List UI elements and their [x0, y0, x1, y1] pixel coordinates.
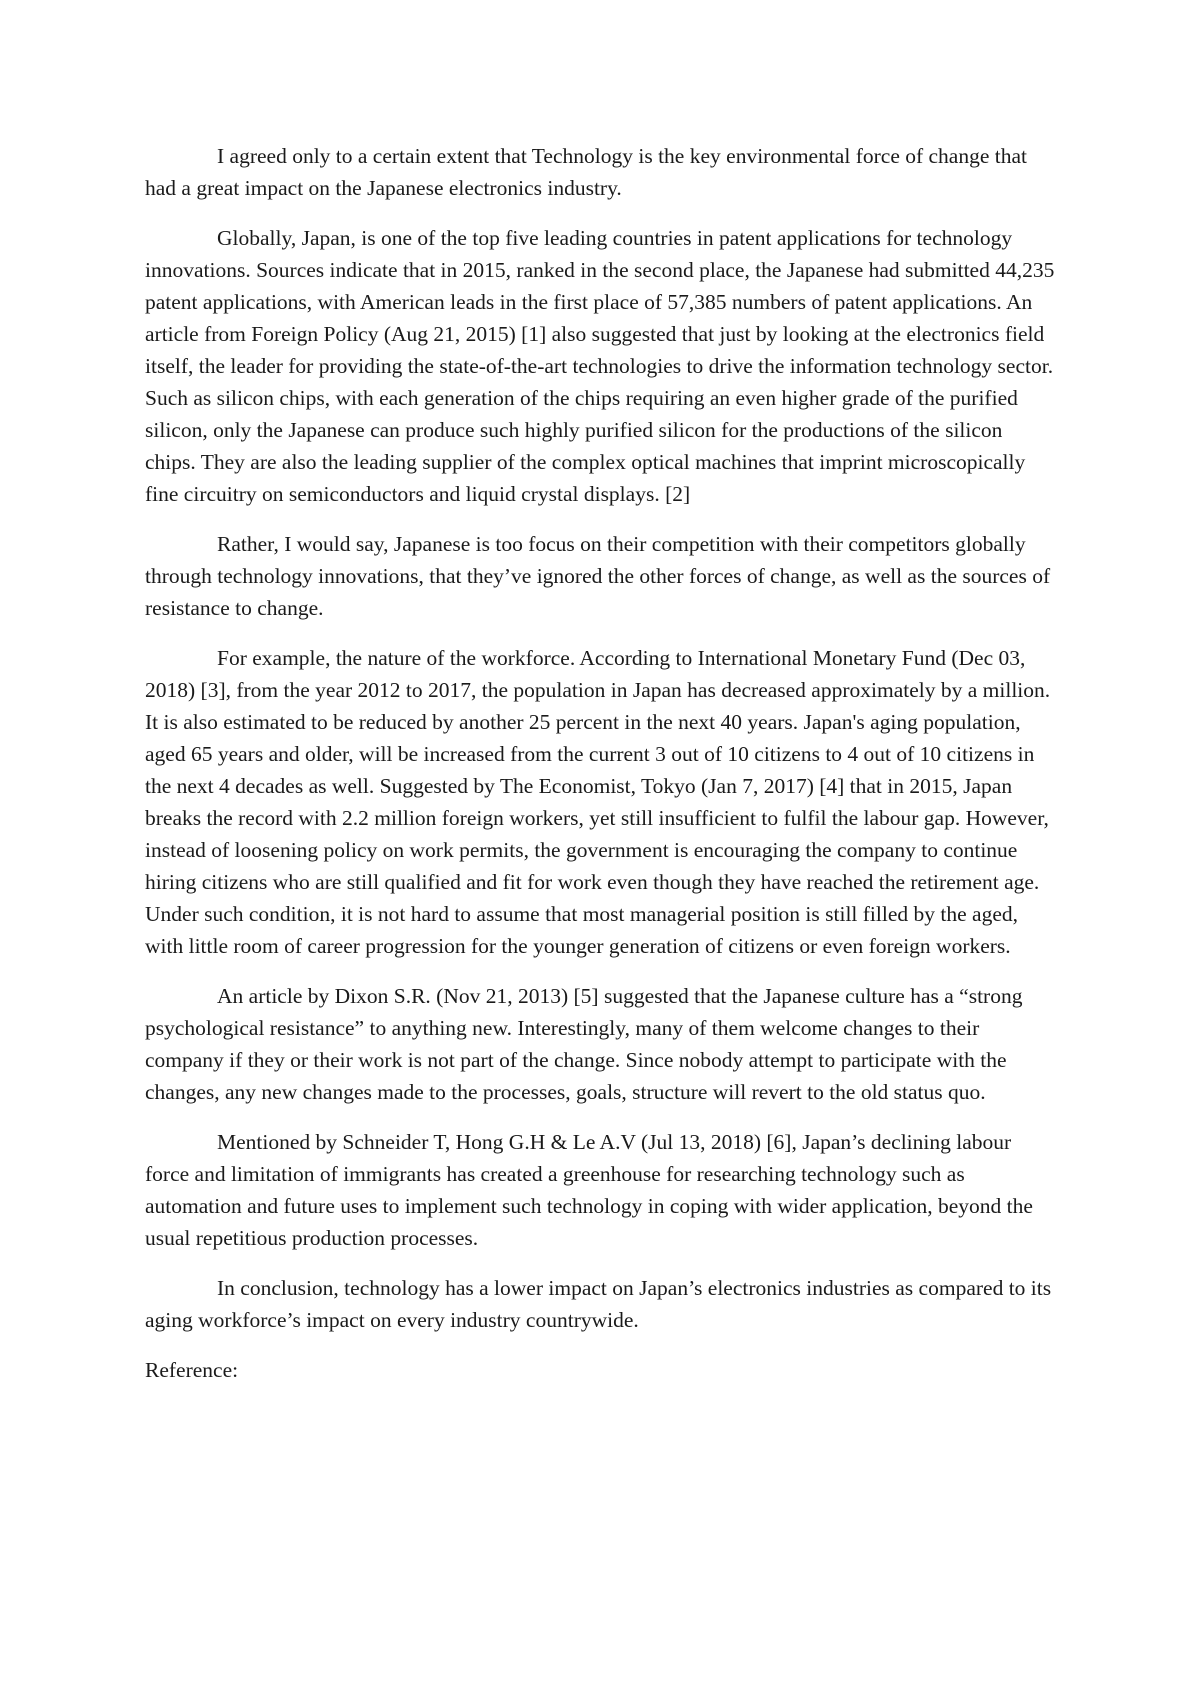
- paragraph-patents: Globally, Japan, is one of the top five leading countries in patent applications for technology innovations. Sources indicate that in 2015, ranked in the second place, the Japanese had submitted 44,235 patent applications, with American leads in the first place of 57,385 numbers of patent applications. An article from Foreign Policy (Aug 21, 2015) [1] also suggested that just by looking at the electronics field itself, the leader for providing the state-of-the-art technologies to drive the information technology sector. Such as silicon chips, with each generation of the chips requiring an even higher grade of the purified silicon, only the Japanese can produce such highly purified silicon for the productions of the silicon chips. They are also the leading supplier of the complex optical machines that imprint microscopically fine circuitry on semiconductors and liquid crystal displays. [2]: [145, 226, 1055, 506]
- paragraph-automation: Mentioned by Schneider T, Hong G.H & Le A.V (Jul 13, 2018) [6], Japan’s declining labour force and limitation of immigrants has created a greenhouse for researching technology such as automation and future uses to implement such technology in coping with wider application, beyond the usual repetitious production processes.: [145, 1130, 1033, 1250]
- document-body: [145, 140, 1055, 1386]
- paragraph-competition: Rather, I would say, Japanese is too focus on their competition with their competitors globally through technology innovations, that they’ve ignored the other forces of change, as well as the sources of resistance to change.: [145, 532, 1051, 620]
- paragraph-conclusion: In conclusion, technology has a lower impact on Japan’s electronics industries as compared to its aging workforce’s impact on every industry countrywide.: [145, 1276, 1052, 1332]
- reference-heading: Reference:: [145, 1358, 239, 1382]
- paragraph-culture: An article by Dixon S.R. (Nov 21, 2013) [5] suggested that the Japanese culture has a “strong psychological resistance” to anything new. Interestingly, many of them welcome changes to their company if they or their work is not part of the change. Since nobody attempt to participate with the changes, any new changes made to the processes, goals, structure will revert to the old status quo.: [145, 984, 1023, 1104]
- paragraph-intro: I agreed only to a certain extent that Technology is the key environmental force of change that had a great impact on the Japanese electronics industry.: [145, 144, 1028, 200]
- paragraph-workforce: For example, the nature of the workforce. According to International Monetary Fund (Dec 03, 2018) [3], from the year 2012 to 2017, the population in Japan has decreased approximately by a million. It is also estimated to be reduced by another 25 percent in the next 40 years. Japan's aging population, aged 65 years and older, will be increased from the current 3 out of 10 citizens to 4 out of 10 citizens in the next 4 decades as well. Suggested by The Economist, Tokyo (Jan 7, 2017) [4] that in 2015, Japan breaks the record with 2.2 million foreign workers, yet still insufficient to fulfil the labour gap. However, instead of loosening policy on work permits, the government is encouraging the company to continue hiring citizens who are still qualified and fit for work even though they have reached the retirement age. Under such condition, it is not hard to assume that most managerial position is still filled by the aged, with little room of career progression for the younger generation of citizens or even foreign workers.: [145, 646, 1051, 958]
